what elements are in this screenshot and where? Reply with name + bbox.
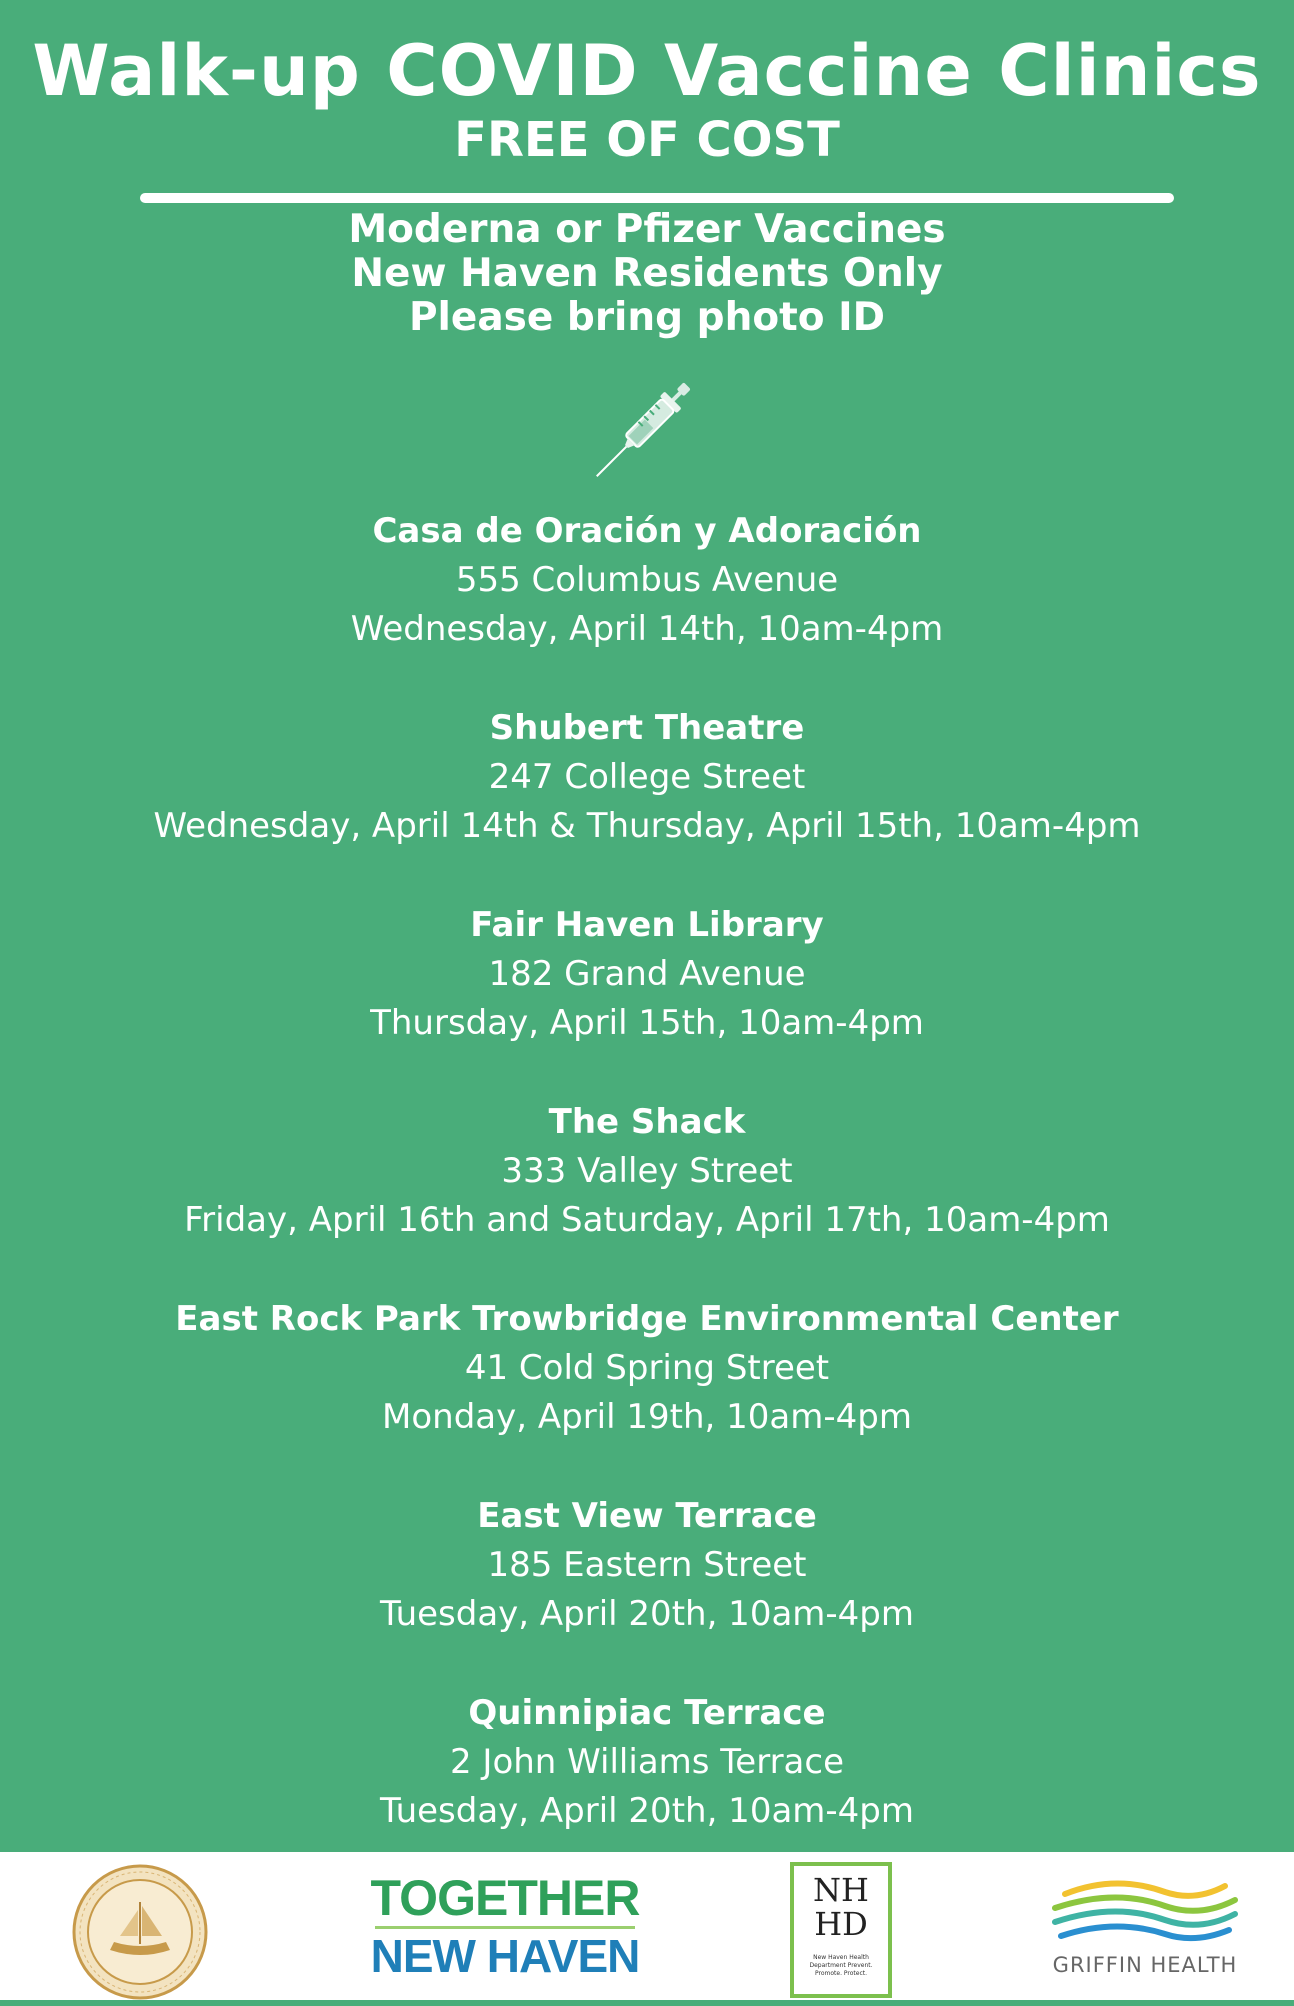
site-name: Quinnipiac Terrace (468, 1693, 826, 1733)
together-new-haven-logo (370, 1870, 640, 1990)
page-title: Walk-up COVID Vaccine Clinics (32, 30, 1262, 112)
site-address: 185 Eastern Street (487, 1545, 807, 1585)
nhhd-line2: HD (814, 1905, 868, 1943)
site-name: East View Terrace (477, 1496, 817, 1536)
clinic-site (0, 901, 1294, 1098)
note-photo-id: Please bring photo ID (408, 295, 886, 340)
site-schedule: Thursday, April 15th, 10am-4pm (370, 1003, 924, 1043)
site-name: Casa de Oración y Adoración (372, 511, 922, 551)
site-address: 247 College Street (488, 757, 806, 797)
griffin-health-logo (1040, 1872, 1250, 1992)
nhhd-tagline: New Haven Health Department Prevent. Promote. Protect. (809, 1954, 873, 1977)
eligibility-notes (0, 208, 1294, 340)
site-name: East Rock Park Trowbridge Environmental Center (175, 1299, 1119, 1339)
clinic-list (0, 507, 1294, 1886)
new-haven-text: NEW HAVEN (370, 1930, 640, 1982)
divider (140, 193, 1174, 203)
clinic-site (0, 1492, 1294, 1689)
site-name: Fair Haven Library (470, 905, 824, 945)
city-seal-icon (70, 1862, 210, 2002)
nhhd-line1: NH (813, 1871, 869, 1909)
site-address: 2 John Williams Terrace (449, 1742, 845, 1782)
site-schedule: Monday, April 19th, 10am-4pm (382, 1397, 912, 1437)
site-schedule: Wednesday, April 14th, 10am-4pm (350, 609, 944, 649)
note-vaccines: Moderna or Pfizer Vaccines (348, 207, 946, 252)
site-schedule: Friday, April 16th and Saturday, April 17th, 10am-4pm (184, 1200, 1110, 1240)
together-text: TOGETHER (370, 1870, 640, 1926)
site-address: 41 Cold Spring Street (464, 1348, 830, 1388)
site-name: The Shack (548, 1102, 746, 1142)
site-name: Shubert Theatre (489, 708, 805, 748)
clinic-site (0, 1098, 1294, 1295)
note-residents: New Haven Residents Only (351, 251, 943, 296)
griffin-wave-icon (1045, 1872, 1245, 1952)
sponsor-footer (0, 1852, 1294, 2000)
together-divider (375, 1926, 635, 1929)
site-address: 555 Columbus Avenue (455, 560, 839, 600)
site-schedule: Wednesday, April 14th & Thursday, April 15th, 10am-4pm (153, 806, 1141, 846)
site-address: 333 Valley Street (501, 1151, 793, 1191)
syringe-icon (577, 366, 707, 496)
page-subtitle: FREE OF COST (454, 112, 840, 168)
nhhd-logo (790, 1862, 892, 1998)
site-address: 182 Grand Avenue (488, 954, 806, 994)
griffin-health-text: GRIFFIN HEALTH (1052, 1953, 1238, 1977)
clinic-site (0, 1295, 1294, 1492)
clinic-site (0, 704, 1294, 901)
site-schedule: Tuesday, April 20th, 10am-4pm (379, 1594, 915, 1634)
site-schedule: Tuesday, April 20th, 10am-4pm (379, 1791, 915, 1831)
clinic-site (0, 507, 1294, 704)
